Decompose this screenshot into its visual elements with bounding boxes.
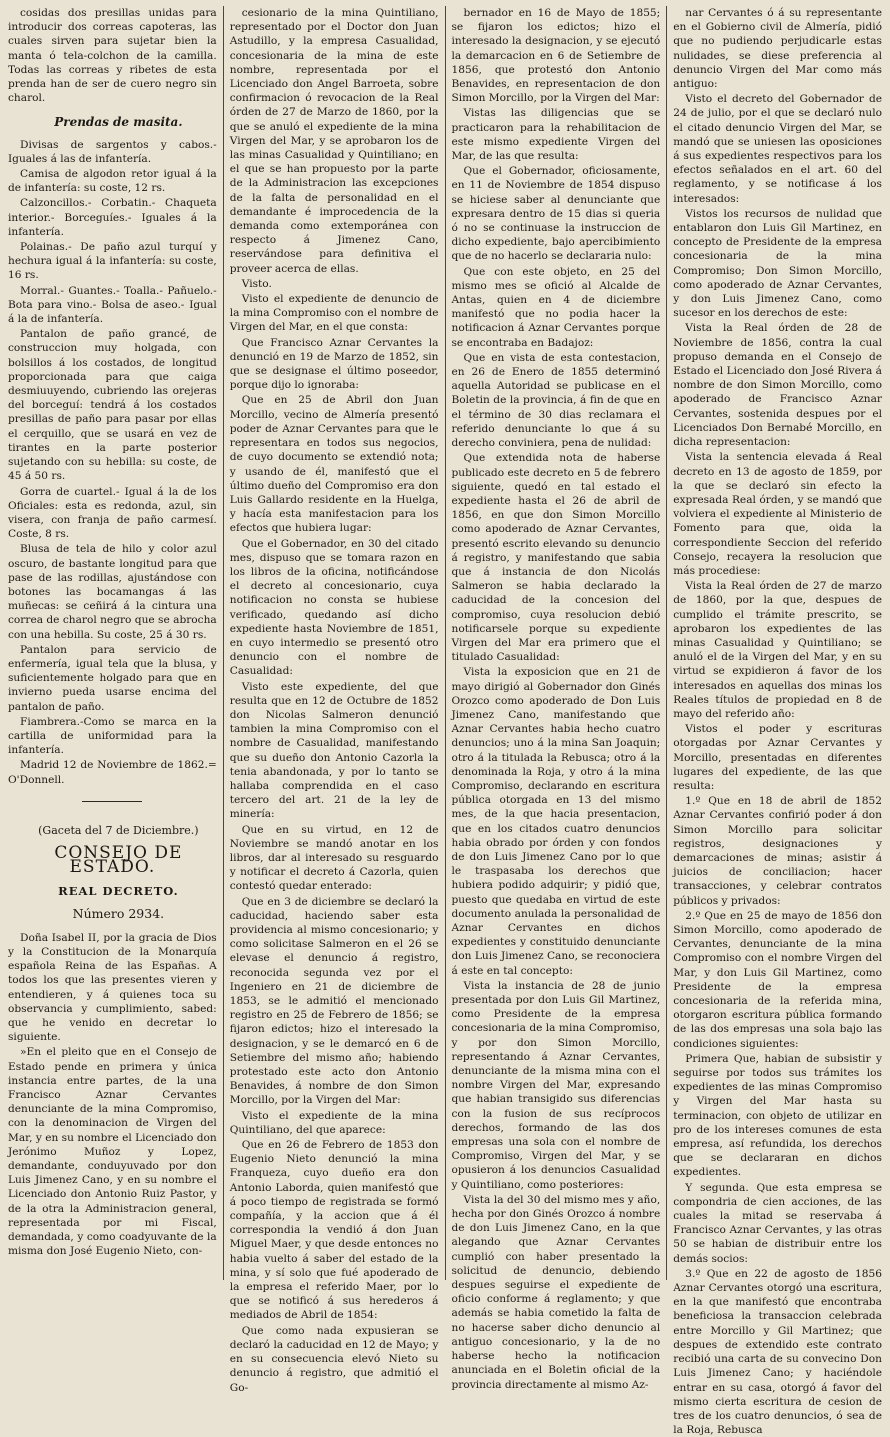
signature: Madrid 12 de Noviembre de 1862.= O'Donnell. xyxy=(8,759,217,786)
paragraph: Primera Que, habian de subsistir y seguirse por todos sus trámites los expedientes de las minas Compromiso y Virgen del Mar hasta su terminacion, con objeto de utilizar en pro de los intereses comunes de esta empresa, así refundida, los derechos que se declararan en dichos expedientes. xyxy=(673,1052,882,1179)
decree-number: Número 2934. xyxy=(72,905,165,921)
paragraph: Divisas de sargentos y cabos.- Iguales á las de infantería. xyxy=(8,138,217,165)
paragraph: 2.º Que en 25 de mayo de 1856 don Simon Morcillo, como apoderado de Cervantes, denunciante de la mina Compromiso con el nombre Virgen del Mar, y don Luis Gil Martinez, como Presidente de la empresa concesionaria de la referida mina, otorgaron escritura pública formando de las dos empresas una sola bajo las condiciones siguientes: xyxy=(673,909,882,1050)
column-3 xyxy=(451,6,661,1391)
column-separator xyxy=(445,6,446,1280)
paragraph: Que como nada expusieran se declaró la caducidad en 12 de Mayo; y en su consecuencia elevó Nieto su denuncio á registro, que admitió el Go- xyxy=(229,1324,439,1394)
column-2 xyxy=(229,6,439,1394)
paragraph: Que el Gobernador, en 30 del citado mes, dispuso que se tomara razon en los libros de la oficina, notificándose el decreto al concesionario, cuya notificacion no consta se hubiese verificado, quedando así dicho expediente hasta Noviembre de 1851, en cuyo intermedio se presentó otro denuncio con el nombre de Casualidad: xyxy=(229,537,439,678)
paragraph: Que en 3 de diciembre se declaró la caducidad, haciendo saber esta providencia al mismo concesionario; y como solicitase Salmeron en el 26 se elevase el denuncio á registro, reconocida segunda vez por el Ingeniero en 21 de diciembre de 1853, se le admitió el mencionado registro en 25 de Febrero de 1856; se fijaron edictos; hizo el interesado la designacion, y se le demarcó en 6 de Setiembre del mismo año; habiendo protestado este acto don Antonio Benavides, á nombre de don Simon Morcillo, por la Virgen del Mar: xyxy=(229,895,439,1107)
paragraph: Vista la instancia de 28 de junio presentada por don Luis Gil Martinez, como Presidente de la empresa concesionaria de la mina Compromiso, y por don Simon Morcillo, representando á Aznar Cervantes, denunciante de la misma mina con el nombre Virgen del Mar, expresando que habian transigido sus diferencias con la fusion de sus recíprocos derechos, formando de las dos empresas una sola con el nombre de Compromiso, Virgen del Mar, y se opusieron á los denuncios Casualidad y Quintiliano, como posteriores: xyxy=(451,979,661,1191)
decree-heading: REAL DECRETO. xyxy=(58,884,179,899)
paragraph: Que con este objeto, en 25 del mismo mes se ofició al Alcalde de Antas, quien en 4 de diciembre manifestó que no podia hacer la notificacion á Aznar Cervantes porque se encontraba en Badajoz: xyxy=(451,265,661,349)
paragraph: Vista la exposicion que en 21 de mayo dirigió al Gobernador don Ginés Orozco como apoderado de Don Luis Jimenez Cano, manifestando que Aznar Cervantes habia hecho cuatro denuncios; uno á la mina San Joaquin; otro á la titulada la Rebusca; otro á la denominada la Roja, y otro á la mina Compromiso, declarando en escritura pública otorgada en 13 del mismo mes, de la que hacia presentacion, que en los citados cuatro denuncios habia obrado por órden y con fondos de don Luis Jimenez Cano por lo que le traspasaba los derechos que hubiera podido adquirir; y pidió que, puesto que quedaba en virtud de este documento anulada la personalidad de Aznar Cervantes en dichos expedientes y constituido denunciante don Luis Jimenez Cano, se reconociera á este en tal concepto: xyxy=(451,666,661,977)
paragraph: Que en 25 de Abril don Juan Morcillo, vecino de Almería presentó poder de Aznar Cervantes para que le representara en todos sus negocios, de cuyo documento se extendió nota; y usando de él, manifestó que el último dueño del Compromiso era don Luis Gallardo residente en la Huelga, y hacía esta manifestacion para los efectos que hubiera lugar: xyxy=(229,394,439,535)
paragraph: Vista la del 30 del mismo mes y año, hecha por don Ginés Orozco á nombre de don Luis Jimenez Cano, en la que alegando que Aznar Cervantes cumplió con haber presentado la solicitud de denuncio, debiendo despues seguirse el expediente de oficio conforme á reglamento; y que además se habia cometido la falta de no hacerse saber dicho denuncio al antiguo concesionario, y la de no haberse hecho la notificacion anunciada en el Boletin oficial de la provincia directamente al mismo Az- xyxy=(451,1193,661,1391)
divider xyxy=(82,801,142,802)
paragraph: nar Cervantes ó á su representante en el Gobierno civil de Almería, pidió que no pudiendo perjudicarle estas nulidades, se diese preferencia al denuncio Virgen del Mar como más antiguo: xyxy=(673,7,882,91)
paragraph: Que extendida nota de haberse publicado este decreto en 5 de febrero siguiente, quedó en tal estado el expediente hasta el 26 de abril de 1856, en que don Simon Morcillo como apoderado de Aznar Cervantes, presentó escrito elevando su denuncio á registro, y manifestando que sabia que á instancia de don Nicolás Salmeron se habia declarado la caducidad de la concesion del compromiso, cuya resolucion debió notificarsele porque su expediente Virgen del Mar era primero que el titulado Casualidad: xyxy=(451,452,661,664)
council-heading: CONSEJO DE ESTADO. xyxy=(54,842,183,878)
paragraph: Pantalon para servicio de enfermería, igual tela que la blusa, y suficientemente holgado para que en invierno pueda usarse encima del pantalon de paño. xyxy=(8,643,217,713)
paragraph: Que en 26 de Febrero de 1853 don Eugenio Nieto denunció la mina Franqueza, cuyo dueño era don Antonio Laborda, quien manifestó que á poco tiempo de registrada se formó compañía, y la accion que á él correspondia la vendió á don Juan Miguel Maer, y que desde entonces no habia vuelto á saber del estado de la mina, y sí solo que fué apoderado de la empresa el referido Maer, por lo que se notificó á sus herederos á mediados de Abril de 1854: xyxy=(229,1139,439,1322)
paragraph: Vistos los recursos de nulidad que entablaron don Luis Gil Martinez, en concepto de Presidente de la empresa concesionaria de la mina Compromiso; Don Simon Morcillo, como apoderado de Aznar Cervantes, y don Luis Jimenez Cano, como sucesor en los derechos de este: xyxy=(673,207,882,320)
paragraph: Que el Gobernador, oficiosamente, en 11 de Noviembre de 1854 dispuso se hiciese saber al denunciante que expresara dentro de 15 dias si queria ó no se continuase la instruccion de dicho expediente, bajo apercibimiento que de no hacerlo se declararia nulo: xyxy=(451,165,661,263)
paragraph: Visto el expediente de la mina Quintiliano, del que aparece: xyxy=(229,1109,439,1136)
paragraph: Gorra de cuartel.- Igual á la de los Oficiales: esta es redonda, azul, sin visera, con franja de paño carmesí. Coste, 8 rs. xyxy=(8,485,217,541)
paragraph: Pantalon de paño grancé, de construccion muy holgada, con bolsillos á los costados, de longitud proporcionada para que caiga desmiuuyendo, cubriendo las orejeras del borceguí: tendrá á los costados presillas de paño para pasar por ellas el cerquillo, que se usará en vez de tirantes en la parte posterior sujetando con su hebilla: su coste, de 45 á 50 rs. xyxy=(8,328,217,483)
paragraph: Polainas.- De paño azul turquí y hechura igual á la infantería: su coste, 16 rs. xyxy=(8,241,217,282)
column-1 xyxy=(8,6,217,1280)
paragraph: Morral.- Guantes.- Toalla.- Pañuelo.- Bota para vino.- Bolsa de aseo.- Igual á la de infantería. xyxy=(8,284,217,326)
paragraph: Vistos el poder y escrituras otorgadas por Aznar Cervantes y Morcillo, presentadas en diferentes lugares del expediente, de las que resulta: xyxy=(673,723,882,792)
paragraph: bernador en 16 de Mayo de 1855; se fijaron los edictos; hizo el interesado la designacion, y se ejecutó la demarcacion en 6 de Setiembre de 1856, que protestó don Antonio Benavides, en representacion de don Simon Morcillo, por la Virgen del Mar: xyxy=(451,7,661,105)
gazette-note: (Gaceta del 7 de Diciembre.) xyxy=(38,823,199,837)
paragraph: Calzoncillos.- Corbatin.- Chaqueta interior.- Borceguíes.- Iguales á la infantería. xyxy=(8,197,217,238)
paragraph: Doña Isabel II, por la gracia de Dios y la Constitucion de la Monarquía española Reina de las Españas. A todos los que las presentes vieren y entendieren, y á quienes toca su observancia y cumplimiento, sabed: que he venido en decretar lo siguiente. xyxy=(8,931,217,1044)
paragraph: Vistas las diligencias que se practicaron para la rehabilitacion de este mismo expediente Virgen del Mar, de las que resulta: xyxy=(451,107,661,163)
paragraph: Y segunda. Que esta empresa se compondria de cien acciones, de las cuales la mitad se reservaba á Francisco Aznar Cervantes, y las otras 50 se habian de distribuir entre los demás socios: xyxy=(673,1181,882,1265)
paragraph: Visto este expediente, del que resulta que en 12 de Octubre de 1852 don Nicolas Salmeron denunció tambien la mina Compromiso con el nombre de Casualidad, manifestando que su dueño don Antonio Cazorla la tenia abandonada, y por lo tanto se hallaba comprendida en el caso tercero del art. 21 de la ley de minería: xyxy=(229,680,439,821)
paragraph: »En el pleito que en el Consejo de Estado pende en primera y única instancia entre partes, de la una Francisco Aznar Cervantes denunciante de la mina Compromiso, con la denominacion de Virgen del Mar, y en su nombre el Licenciado don Jerónimo Muñoz y Lopez, demandante, conduyuvado por don Luis Jimenez Cano, y en su nombre el Licenciado don Antonio Ruiz Pastor, y de la otra la Administracion general, representada por mi Fiscal, demandada, y como coadyuvante de la misma don José Eugenio Nieto, con- xyxy=(8,1046,217,1258)
paragraph: 3.º Que en 22 de agosto de 1856 Aznar Cervantes otorgó una escritura, en la que manifestó que encontraba beneficiosa la transaccion celebrada entre Morcillo y Gil Martinez; que despues de extendido este contrato recibió una carta de su convecino Don Luis Jimenez Cano; y haciéndole entrar en su casa, otorgó á favor del mismo cierta escritura de cesion de tres de los cuatro denuncios, ó sea de la Roja, Rebusca xyxy=(673,1267,882,1437)
paragraph: Que Francisco Aznar Cervantes la denunció en 19 de Marzo de 1852, sin que se designase el último poseedor, porque dijo lo ignoraba: xyxy=(229,336,439,392)
paragraph: 1.º Que en 18 de abril de 1852 Aznar Cervantes confirió poder á don Simon Morcillo para solicitar registros, designaciones y demarcaciones de minas; asistir á juicios de conciliacion; hacer transacciones, y celebrar contratos públicos y privados: xyxy=(673,795,882,907)
column-4 xyxy=(673,6,882,1437)
paragraph: Vista la Real órden de 27 de marzo de 1860, por la que, despues de cumplido el trámite prescrito, se aprobaron los expedientes de las minas Casualidad y Quintiliano; se anuló el de la Virgen del Mar, y en su virtud se expidieron á favor de los interesados en aquellas dos minas los Reales títulos de propiedad en 8 de mayo del referido año: xyxy=(673,580,882,720)
paragraph: cosidas dos presillas unidas para introducir dos correas capoteras, las cuales sirven para sujetar bien la manta ó tela-colchon de la camilla. Todas las correas y ribetes de esta prenda han de ser de cuero negro sin charol. xyxy=(8,7,217,105)
section-heading: Prendas de masita. xyxy=(54,115,183,130)
column-separator xyxy=(223,6,224,1280)
paragraph: Camisa de algodon retor igual á la de infantería: su coste, 12 rs. xyxy=(8,168,217,195)
paragraph: Vista la Real órden de 28 de Noviembre de 1856, contra la cual propuso demanda en el Consejo de Estado el Licenciado don José Rivera á nombre de don Simon Morcillo, como apoderado de Francisco Aznar Cervantes, sostenida despues por el Licenciados Don Bernabé Morcillo, en dicha representacion: xyxy=(673,322,882,449)
paragraph: Que en vista de esta contestacion, en 26 de Enero de 1855 determinó aquella Autoridad se publicase en el Boletin de la provincia, á fin de que en el término de 30 dias reclamara el referido denunciante lo que á su derecho conviniera, pena de nulidad: xyxy=(451,351,661,450)
paragraph: Fiambrera.-Como se marca en la cartilla de uniformidad para la infantería. xyxy=(8,715,217,757)
paragraph: Visto. xyxy=(241,277,272,290)
column-separator xyxy=(666,6,667,1280)
paragraph: Blusa de tela de hilo y color azul oscuro, de bastante longitud para que pase de las rodillas, ajustándose con botones las bocamangas á las muñecas: se ceñirá á la cintura una correa de charol negro que se abrocha con una hebilla. Su coste, 25 á 30 rs. xyxy=(8,543,217,641)
paragraph: Visto el decreto del Gobernador de 24 de julio, por el que se declaró nulo el citado denuncio Virgen del Mar, se mandó que se uniesen las oposiciones á sus expedientes respectivos para los efectos señalados en el art. 60 del reglamento, y se notificase á los interesados: xyxy=(673,93,882,205)
paragraph: Visto el expediente de denuncio de la mina Compromiso con el nombre de Virgen del Mar, en el que consta: xyxy=(229,293,439,334)
paragraph: Que en su virtud, en 12 de Noviembre se mandó anotar en los libros, dar al interesado su resguardo y notificar el decreto á Cazorla, quien contestó quedar enterado: xyxy=(229,823,439,893)
paragraph: cesionario de la mina Quintiliano, representado por el Doctor don Juan Astudillo, y la empresa Casualidad, concesionaria de la mina de este nombre, representada por el Licenciado don Angel Barroeta, sobre confirmacion ó revocacion de la Real órden de 27 de Marzo de 1860, por la que se anuló el expediente de la mina Virgen del Mar, y se aprobaron los de las minas Casualidad y Quintiliano; en el que se han propuesto por la parte de la Administracion las excepciones de la falta de personalidad en el demandante é improcedencia de la demanda como extemporánea con respecto á Jimenez Cano, reservándose para definitiva el proveer acerca de ellas. xyxy=(229,7,439,275)
paragraph: Vista la sentencia elevada á Real decreto en 13 de agosto de 1859, por la que se declaró sin efecto la expresada Real órden, y se mandó que volviera el expediente al Ministerio de Fomento para que, oida la correspondiente Seccion del referido Consejo, recayera la resolucion que más procediese: xyxy=(673,451,882,577)
